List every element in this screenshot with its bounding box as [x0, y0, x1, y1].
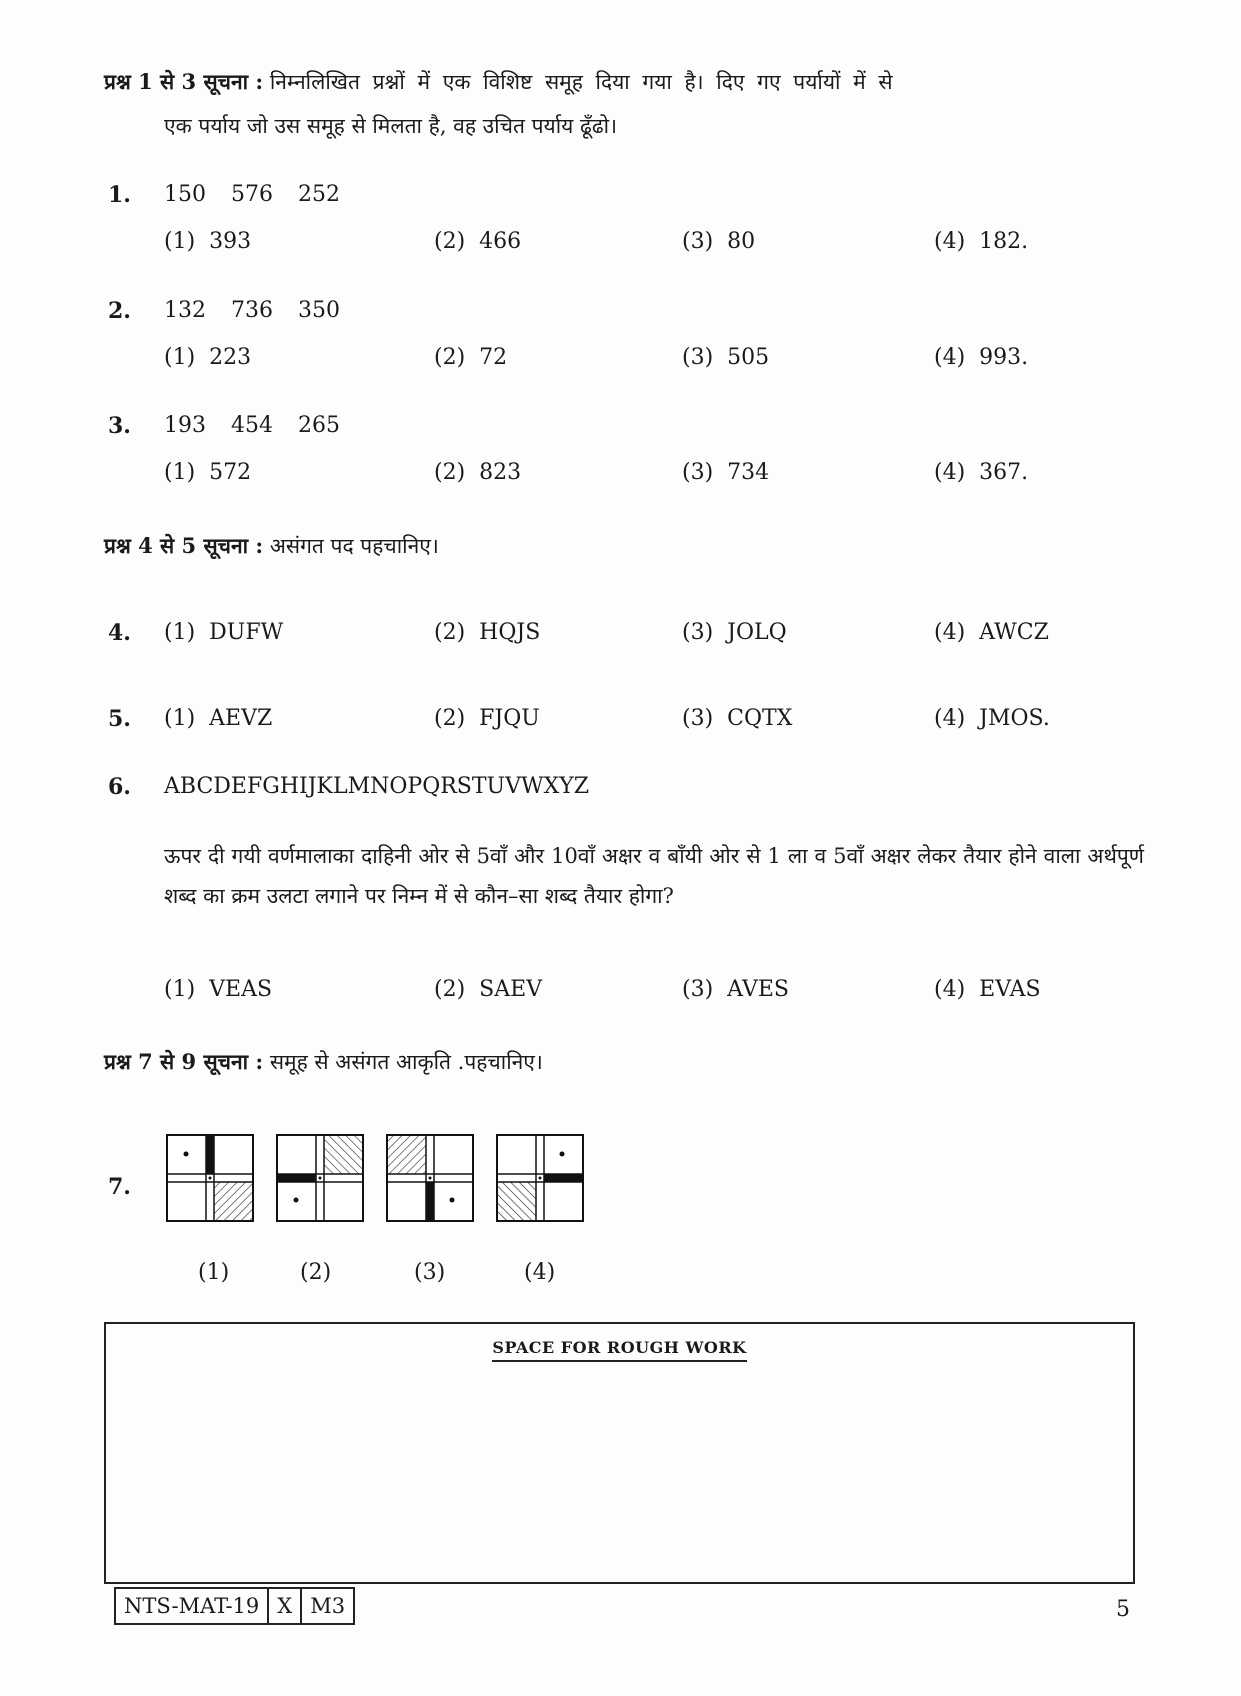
option-2[interactable]: (2) 823 — [434, 460, 522, 485]
option-2[interactable]: (2) 72 — [434, 345, 508, 370]
figure-3[interactable] — [386, 1134, 474, 1222]
question-stem: 132 736 350 — [164, 298, 340, 323]
option-2[interactable]: (2) 466 — [434, 229, 522, 254]
option-1[interactable]: (1) 393 — [164, 229, 252, 254]
question-number: 2. — [108, 298, 131, 324]
question-number: 3. — [108, 413, 131, 439]
rough-work-box[interactable] — [104, 1322, 1135, 1584]
option-3[interactable]: (3) 734 — [682, 460, 770, 485]
figure-1[interactable] — [166, 1134, 254, 1222]
instruction-heading: प्रश्न 4 से 5 सूचना : — [104, 533, 264, 558]
figure-label-3: (3) — [414, 1260, 446, 1285]
figure-label-4: (4) — [524, 1260, 556, 1285]
paper-code-m: M3 — [300, 1589, 353, 1623]
question-number: 7. — [108, 1174, 131, 1200]
instruction-heading: प्रश्न 7 से 9 सूचना : — [104, 1049, 264, 1074]
instruction-1-3-cont: एक पर्याय जो उस समूह से मिलता है, वह उचित पर्याय ढूँढो। — [164, 114, 618, 138]
option-3[interactable]: (3) 80 — [682, 229, 756, 254]
question-stem: 150 576 252 — [164, 182, 340, 207]
paper-code-x: X — [267, 1589, 300, 1623]
instruction-4-5 — [104, 524, 439, 568]
instruction-text: निम्नलिखित प्रश्नों में एक विशिष्ट समूह दिया गया है। दिए गए पर्यायों में से — [269, 70, 893, 94]
option-1[interactable]: (1) VEAS — [164, 977, 273, 1002]
instruction-heading: प्रश्न 1 से 3 सूचना : — [104, 69, 264, 94]
instruction-text: समूह से असंगत आकृति .पहचानिए। — [269, 1050, 543, 1074]
page-number: 5 — [1116, 1597, 1130, 1622]
figure-label-2: (2) — [300, 1260, 332, 1285]
option-1[interactable]: (1) DUFW — [164, 620, 284, 645]
question-number: 5. — [108, 706, 131, 732]
option-1[interactable]: (1) 223 — [164, 345, 252, 370]
option-4[interactable]: (4) JMOS. — [934, 706, 1050, 731]
option-4[interactable]: (4) AWCZ — [934, 620, 1049, 645]
option-3[interactable]: (3) AVES — [682, 977, 789, 1002]
option-4[interactable]: (4) 182. — [934, 229, 1029, 254]
question-number: 1. — [108, 182, 131, 208]
option-4[interactable]: (4) EVAS — [934, 977, 1041, 1002]
figure-label-1: (1) — [198, 1260, 230, 1285]
instruction-1-3 — [104, 60, 893, 104]
option-1[interactable]: (1) AEVZ — [164, 706, 273, 731]
option-4[interactable]: (4) 993. — [934, 345, 1029, 370]
option-2[interactable]: (2) SAEV — [434, 977, 543, 1002]
question-6-text: ऊपर दी गयी वर्णमालाका दाहिनी ओर से 5वाँ और 10वाँ अक्षर व बाँयी ओर से 1 ला व 5वाँ अक्षर लेकर तैयार होने वाला अर्थपूर्ण शब्द का क्रम उलटा लगाने पर निम्न में से कौन–सा शब्द तैयार होगा? — [164, 844, 1144, 908]
paper-code — [114, 1587, 355, 1625]
option-2[interactable]: (2) HQJS — [434, 620, 541, 645]
option-3[interactable]: (3) JOLQ — [682, 620, 787, 645]
option-4[interactable]: (4) 367. — [934, 460, 1029, 485]
option-2[interactable]: (2) FJQU — [434, 706, 540, 731]
option-3[interactable]: (3) CQTX — [682, 706, 793, 731]
question-number: 6. — [108, 774, 131, 800]
option-1[interactable]: (1) 572 — [164, 460, 252, 485]
figure-4[interactable] — [496, 1134, 584, 1222]
instruction-text: असंगत पद पहचानिए। — [269, 534, 439, 558]
paper-code-main: NTS-MAT-19 — [124, 1594, 260, 1618]
option-3[interactable]: (3) 505 — [682, 345, 770, 370]
question-number: 4. — [108, 620, 131, 646]
instruction-7-9 — [104, 1040, 543, 1084]
question-stem: 193 454 265 — [164, 413, 340, 438]
alphabet-line: ABCDEFGHIJKLMNOPQRSTUVWXYZ — [164, 774, 590, 799]
figure-2[interactable] — [276, 1134, 364, 1222]
rough-work-title: SPACE FOR ROUGH WORK — [492, 1338, 746, 1362]
